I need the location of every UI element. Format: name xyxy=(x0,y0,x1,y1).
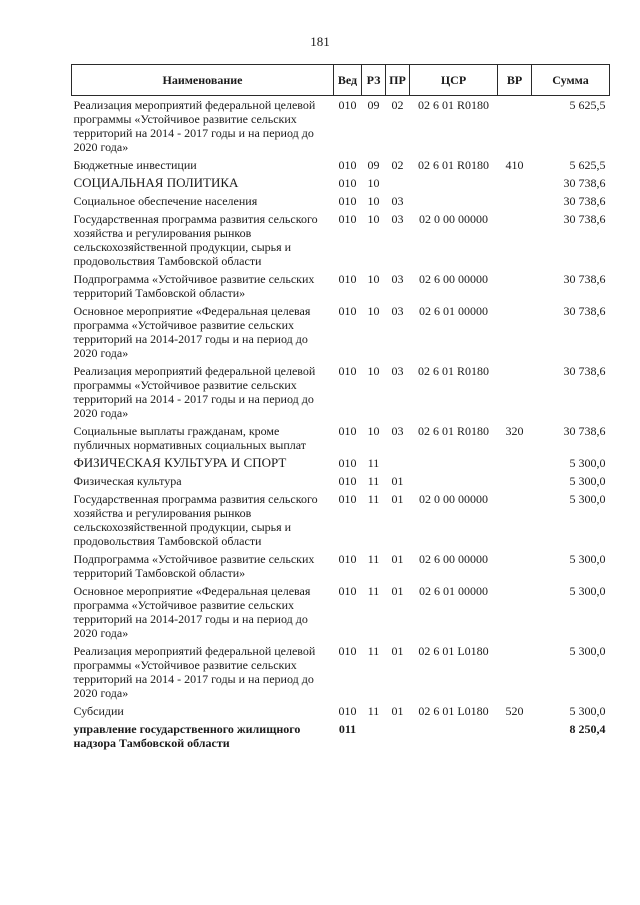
row-csr xyxy=(410,454,498,472)
row-ved: 010 xyxy=(338,704,357,718)
row-pr: 03 xyxy=(391,304,404,318)
row-ved: 010 xyxy=(338,364,357,378)
row-rz: 09 xyxy=(367,98,380,112)
row-sum: 5 300,0 xyxy=(569,492,606,506)
row-vr xyxy=(498,550,532,582)
header-ved: Вед xyxy=(334,65,362,96)
row-vr xyxy=(498,174,532,192)
row-rz: 11 xyxy=(367,584,380,598)
row-sum: 30 738,6 xyxy=(563,272,606,286)
row-sum: 5 300,0 xyxy=(569,644,606,658)
table-row xyxy=(72,720,610,752)
row-vr xyxy=(498,192,532,210)
table-row xyxy=(72,210,610,270)
budget-table xyxy=(71,64,610,752)
row-vr xyxy=(498,642,532,702)
row-rz: 10 xyxy=(367,176,380,190)
row-csr xyxy=(410,472,498,490)
row-name: Социальное обеспечение населения xyxy=(73,194,258,208)
row-pr: 01 xyxy=(391,704,404,718)
table-row xyxy=(72,490,610,550)
row-ved: 010 xyxy=(338,176,357,190)
row-csr: 02 6 00 00000 xyxy=(419,552,488,566)
row-rz: 09 xyxy=(367,158,380,172)
row-ved: 010 xyxy=(338,492,357,506)
row-csr: 02 6 00 00000 xyxy=(419,272,488,286)
row-pr xyxy=(386,720,410,752)
row-name: Реализация мероприятий федеральной целевой программы «Устойчивое развитие сельских территорий на 2014 - 2017 годы и на период до 2020 года» xyxy=(73,98,316,154)
row-rz: 10 xyxy=(367,272,380,286)
header-pr: ПР xyxy=(386,65,410,96)
row-name: Основное мероприятие «Федеральная целевая программа «Устойчивое развитие сельских территорий на 2014-2017 годы и на период до 2020 года» xyxy=(73,584,311,640)
row-name: Подпрограмма «Устойчивое развитие сельских территорий Тамбовской области» xyxy=(73,272,315,300)
row-vr xyxy=(498,302,532,362)
row-rz: 11 xyxy=(367,644,380,658)
row-sum: 30 738,6 xyxy=(563,364,606,378)
header-sum: Сумма xyxy=(532,65,610,96)
row-name: СОЦИАЛЬНАЯ ПОЛИТИКА xyxy=(73,175,239,190)
row-csr: 02 6 01 R0180 xyxy=(417,364,489,378)
table-row xyxy=(72,302,610,362)
row-rz: 10 xyxy=(367,194,380,208)
row-ved: 010 xyxy=(338,304,357,318)
row-pr: 03 xyxy=(391,212,404,226)
row-name: Реализация мероприятий федеральной целевой программы «Устойчивое развитие сельских территорий на 2014 - 2017 годы и на период до 2020 года» xyxy=(73,644,316,700)
row-vr xyxy=(498,490,532,550)
row-sum: 30 738,6 xyxy=(563,194,606,208)
row-vr xyxy=(498,720,532,752)
row-name: управление государственного жилищного надзора Тамбовской области xyxy=(73,722,301,750)
header-rz: РЗ xyxy=(362,65,386,96)
row-sum: 5 300,0 xyxy=(569,474,606,488)
row-rz: 11 xyxy=(367,474,380,488)
row-vr xyxy=(498,582,532,642)
row-csr: 02 6 01 R0180 xyxy=(417,98,489,112)
row-name: Физическая культура xyxy=(73,474,182,488)
row-csr xyxy=(410,174,498,192)
row-vr: 410 xyxy=(505,158,524,172)
row-rz: 11 xyxy=(367,456,380,470)
header-csr: ЦСР xyxy=(410,65,498,96)
row-csr xyxy=(410,720,498,752)
row-sum: 5 300,0 xyxy=(569,456,606,470)
row-csr: 02 6 01 L0180 xyxy=(418,704,489,718)
row-rz: 10 xyxy=(367,424,380,438)
row-pr: 03 xyxy=(391,364,404,378)
row-sum: 30 738,6 xyxy=(563,424,606,438)
row-rz: 11 xyxy=(367,704,380,718)
table-row xyxy=(72,702,610,720)
table-row xyxy=(72,422,610,454)
row-csr: 02 6 01 00000 xyxy=(419,304,488,318)
row-name: Государственная программа развития сельского хозяйства и регулирования рынков сельскохозяйственной продукции, сырья и продовольствия Тамбовской области xyxy=(73,492,318,548)
row-ved: 010 xyxy=(338,456,357,470)
table-row xyxy=(72,270,610,302)
row-sum: 5 300,0 xyxy=(569,704,606,718)
row-pr: 01 xyxy=(391,644,404,658)
row-sum: 5 300,0 xyxy=(569,552,606,566)
row-csr: 02 6 01 00000 xyxy=(419,584,488,598)
row-sum: 5 625,5 xyxy=(569,158,606,172)
row-rz: 11 xyxy=(367,492,380,506)
table-row xyxy=(72,582,610,642)
row-ved: 010 xyxy=(338,194,357,208)
row-csr xyxy=(410,192,498,210)
row-name: Подпрограмма «Устойчивое развитие сельских территорий Тамбовской области» xyxy=(73,552,315,580)
row-rz xyxy=(362,720,386,752)
row-vr xyxy=(498,270,532,302)
row-name: Государственная программа развития сельского хозяйства и регулирования рынков сельскохозяйственной продукции, сырья и продовольствия Тамбовской области xyxy=(73,212,318,268)
header-vr: ВР xyxy=(498,65,532,96)
row-csr: 02 0 00 00000 xyxy=(419,492,488,506)
row-name: Реализация мероприятий федеральной целевой программы «Устойчивое развитие сельских территорий на 2014 - 2017 годы и на период до 2020 года» xyxy=(73,364,316,420)
row-pr xyxy=(386,174,410,192)
row-vr: 520 xyxy=(505,704,524,718)
table-row xyxy=(72,192,610,210)
row-pr: 02 xyxy=(391,158,404,172)
row-ved: 010 xyxy=(338,98,357,112)
row-sum: 30 738,6 xyxy=(563,212,606,226)
row-vr xyxy=(498,96,532,157)
row-ved: 010 xyxy=(338,644,357,658)
row-vr: 320 xyxy=(505,424,524,438)
row-rz: 11 xyxy=(367,552,380,566)
row-rz: 10 xyxy=(367,364,380,378)
table-row xyxy=(72,96,610,157)
row-sum: 30 738,6 xyxy=(563,176,606,190)
row-pr: 03 xyxy=(391,424,404,438)
row-vr xyxy=(498,362,532,422)
row-ved: 010 xyxy=(338,424,357,438)
table-row xyxy=(72,174,610,192)
row-ved: 010 xyxy=(338,272,357,286)
header-name: Наименование xyxy=(72,65,334,96)
table-row xyxy=(72,472,610,490)
row-name: ФИЗИЧЕСКАЯ КУЛЬТУРА И СПОРТ xyxy=(73,455,287,470)
row-ved: 010 xyxy=(338,212,357,226)
row-rz: 10 xyxy=(367,212,380,226)
table-header-row xyxy=(72,65,610,96)
table-row xyxy=(72,550,610,582)
row-vr xyxy=(498,454,532,472)
row-pr: 02 xyxy=(391,98,404,112)
row-pr: 03 xyxy=(391,194,404,208)
row-ved: 010 xyxy=(338,584,357,598)
row-name: Бюджетные инвестиции xyxy=(73,158,197,172)
row-csr: 02 6 01 R0180 xyxy=(417,158,489,172)
row-ved: 010 xyxy=(338,158,357,172)
table-row xyxy=(72,642,610,702)
row-sum: 30 738,6 xyxy=(563,304,606,318)
row-csr: 02 6 01 R0180 xyxy=(417,424,489,438)
row-name: Основное мероприятие «Федеральная целевая программа «Устойчивое развитие сельских территорий на 2014-2017 годы и на период до 2020 года» xyxy=(73,304,311,360)
row-pr: 01 xyxy=(391,552,404,566)
row-name: Субсидии xyxy=(73,704,124,718)
table-row xyxy=(72,362,610,422)
row-pr: 01 xyxy=(391,584,404,598)
row-sum: 8 250,4 xyxy=(569,722,606,736)
row-sum: 5 625,5 xyxy=(569,98,606,112)
row-pr xyxy=(386,454,410,472)
row-vr xyxy=(498,472,532,490)
table-row xyxy=(72,454,610,472)
row-pr: 01 xyxy=(391,492,404,506)
row-csr: 02 6 01 L0180 xyxy=(418,644,489,658)
row-csr: 02 0 00 00000 xyxy=(419,212,488,226)
row-ved: 010 xyxy=(338,552,357,566)
row-pr: 03 xyxy=(391,272,404,286)
row-sum: 5 300,0 xyxy=(569,584,606,598)
page-number: 181 xyxy=(310,34,330,49)
row-rz: 10 xyxy=(367,304,380,318)
row-name: Социальные выплаты гражданам, кроме публичных нормативных социальных выплат xyxy=(73,424,307,452)
table-row xyxy=(72,156,610,174)
row-vr xyxy=(498,210,532,270)
row-ved: 010 xyxy=(338,474,357,488)
row-pr: 01 xyxy=(391,474,404,488)
row-ved: 011 xyxy=(338,722,357,736)
